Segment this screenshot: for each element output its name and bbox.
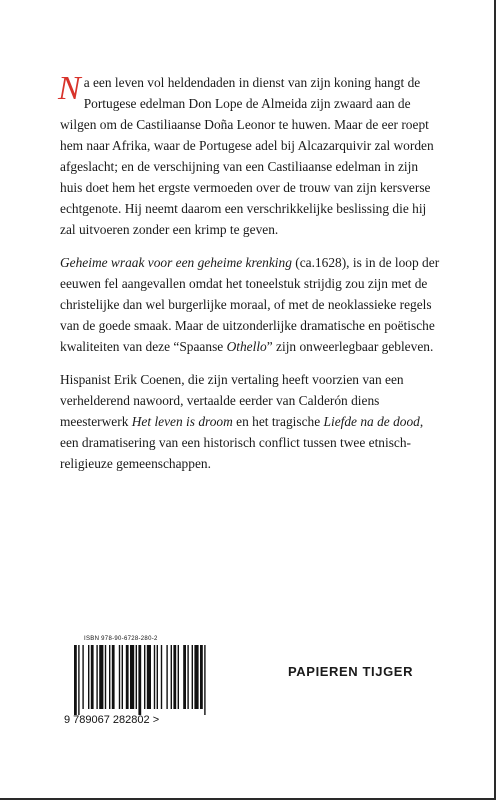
barcode-area <box>64 636 264 732</box>
work-title-2: Liefde na de dood <box>323 414 420 429</box>
play-title: Geheime wraak voor een geheime krenking <box>60 255 292 270</box>
barcode-icon <box>64 645 264 715</box>
publisher-name: PAPIEREN TIJGER <box>288 664 414 679</box>
paragraph-3-text-b: en het tragische <box>232 414 324 429</box>
paragraph-1-text: a een leven vol heldendaden in dienst van zijn koning hangt de Portugese edelman Don Lope de Almeida zijn zwaard aan de wilgen om de Castiliaanse Doña Leonor te huwen. Maar de eer roept hem naar Afrika, waar de Portugese adel bij Alcazarquivir zal worden afgeslacht; en de verschijning van een Castiliaanse edelman in zijn huis doet hem het ergste vermoeden over de trouw van zijn kersverse echtgenote. Hij neemt daarom een verschrikkelijke beslissing die hij zal uitvoeren zonder een krimp te geven. <box>60 75 434 237</box>
paragraph-2-text-b: ” zijn onweerlegbaar gebleven. <box>266 339 434 354</box>
paragraph-3-text-a: Hispanist Erik Coenen, die zijn vertaling heeft voorzien van een verhelderend nawoord, vertaalde eerder van Calderón diens meesterwerk <box>60 372 404 429</box>
paragraph-3-text-c: , een dramatisering van een historisch conflict tussen twee etnisch-religieuze gemeenschappen. <box>60 414 424 471</box>
isbn-label: ISBN 978-90-6728-280-2 <box>84 636 158 642</box>
paragraph-2 <box>60 252 440 357</box>
paragraph-2-text-a: (ca.1628), is in de loop der eeuwen fel aangevallen omdat het toneelstuk strijdig zou zijn met de christelijke dan wel burgerlijke moraal, of met de neoklassieke regels van de goede smaak. Maar de uitzonderlijke dramatische en poëtische kwaliteiten van deze “Spaanse <box>60 255 440 354</box>
paragraph-3 <box>60 369 440 474</box>
othello-title: Othello <box>226 339 267 354</box>
barcode-digits: 9 789067 282802 > <box>64 714 160 726</box>
work-title-1: Het leven is droom <box>131 414 233 429</box>
paragraph-1 <box>60 72 440 240</box>
blurb-text <box>60 72 440 486</box>
drop-cap: N <box>58 70 81 107</box>
